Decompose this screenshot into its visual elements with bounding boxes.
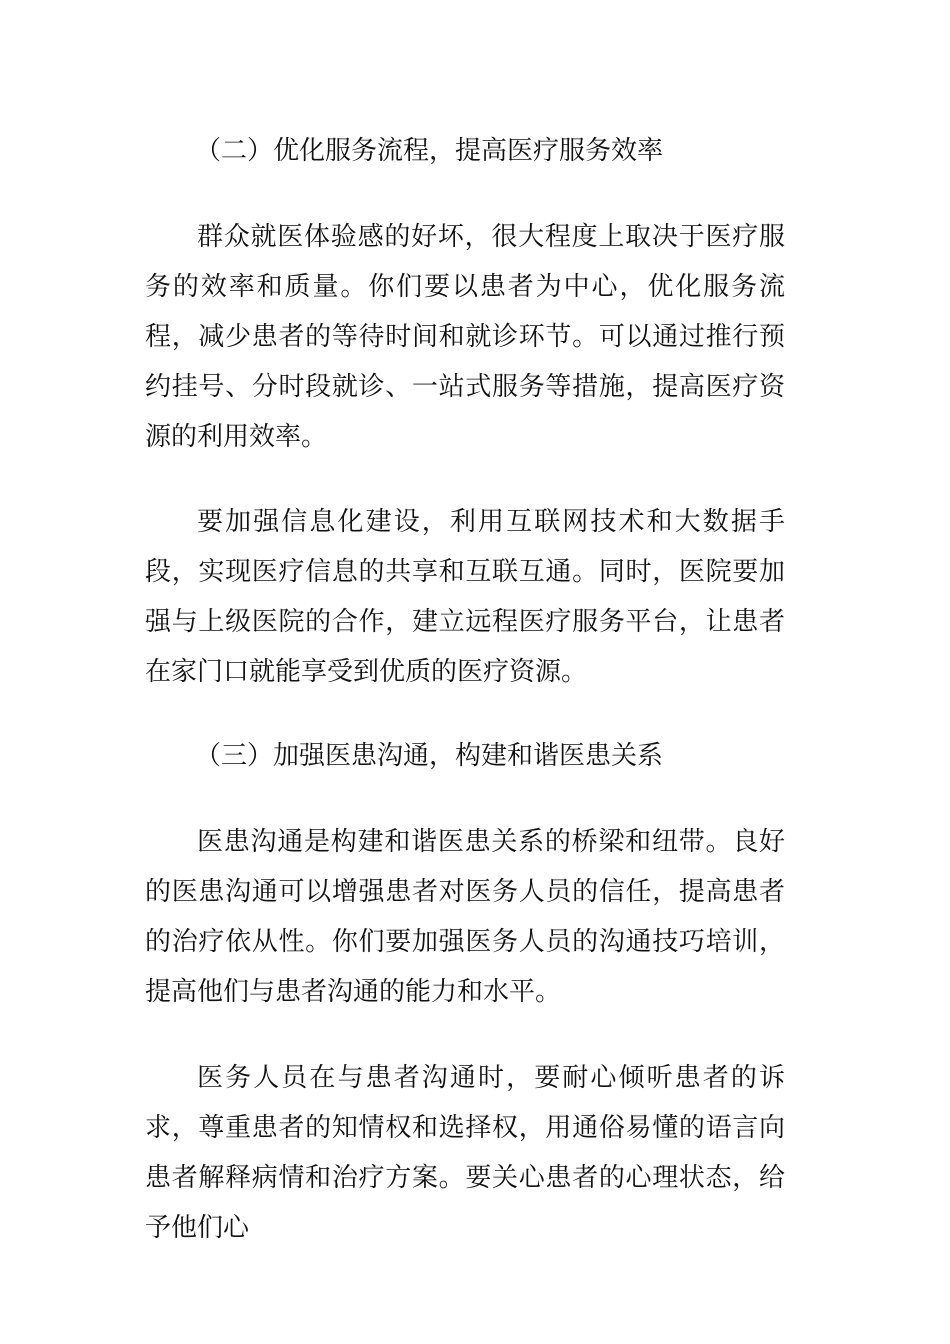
paragraph-3: 医患沟通是构建和谐医患关系的桥梁和纽带。良好的医患沟通可以增强患者对医务人员的信任，提高患者的治疗依从性。你们要加强医务人员的沟通技巧培训，提高他们与患者沟通的能力和水平。 xyxy=(145,827,785,1007)
paragraph-4: 医务人员在与患者沟通时，要耐心倾听患者的诉求，尊重患者的知情权和选择权，用通俗易懂的语言向患者解释病情和治疗方案。要关心患者的心理状态，给予他们心 xyxy=(145,1063,785,1243)
section-heading-3: （三）加强医患沟通，构建和谐医患关系 xyxy=(195,741,664,771)
section-heading-2: （二）优化服务流程，提高医疗服务效率 xyxy=(195,136,664,166)
paragraph-2: 要加强信息化建设，利用互联网技术和大数据手段，实现医疗信息的共享和互联互通。同时，医院要加强与上级医院的合作，建立远程医疗服务平台，让患者在家门口就能享受到优质的医疗资源。 xyxy=(145,507,785,687)
paragraph-1: 群众就医体验感的好坏，很大程度上取决于医疗服务的效率和质量。你们要以患者为中心，优化服务流程，减少患者的等待时间和就诊环节。可以通过推行预约挂号、分时段就诊、一站式服务等措施，提高医疗资源的利用效率。 xyxy=(145,222,785,452)
